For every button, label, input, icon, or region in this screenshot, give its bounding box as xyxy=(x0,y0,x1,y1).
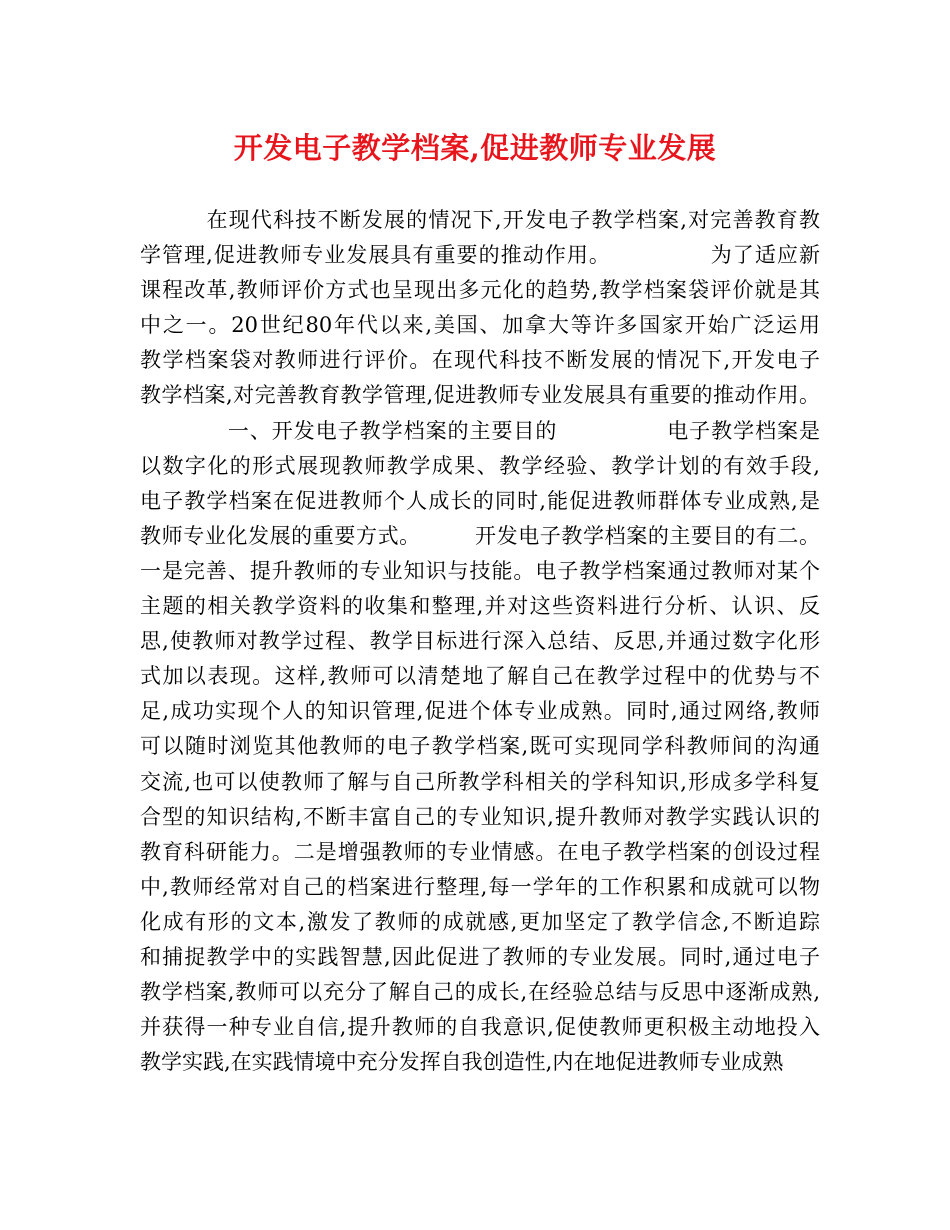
body-line: 教学档案,对完善教育教学管理,促进教师专业发展具有重要的推动作用。 xyxy=(140,383,820,408)
body-line: 教师专业化发展的重要方式。 开发电子教学档案的主要目的有二。 xyxy=(140,523,820,548)
body-line: 电子教学档案在促进教师个人成长的同时,能促进教师群体专业成熟,是 xyxy=(140,488,820,513)
body-line: 以数字化的形式展现教师教学成果、教学经验、教学计划的有效手段, xyxy=(140,453,820,478)
body-line: 教学档案,教师可以充分了解自己的成长,在经验总结与反思中逐渐成熟, xyxy=(140,980,820,1005)
body-line: 可以随时浏览其他教师的电子教学档案,既可实现同学科教师间的沟通 xyxy=(140,734,820,759)
document-body xyxy=(140,203,820,1080)
body-line: 教学档案袋对教师进行评价。在现代科技不断发展的情况下,开发电子 xyxy=(140,348,820,373)
body-line: 在现代科技不断发展的情况下,开发电子教学档案,对完善教育教 xyxy=(140,208,820,232)
body-line: 式加以表现。这样,教师可以清楚地了解自己在教学过程中的优势与不 xyxy=(140,664,820,689)
body-line: 化成有形的文本,激发了教师的成就感,更加坚定了教学信念,不断追踪 xyxy=(140,909,820,934)
body-line: 和捕捉教学中的实践智慧,因此促进了教师的专业发展。同时,通过电子 xyxy=(140,944,820,969)
body-line: 足,成功实现个人的知识管理,促进个体专业成熟。同时,通过网络,教师 xyxy=(140,699,820,724)
body-line: 中,教师经常对自己的档案进行整理,每一学年的工作积累和成就可以物 xyxy=(140,874,820,899)
body-line: 中之一。20世纪80年代以来,美国、加拿大等许多国家开始广泛运用 xyxy=(140,313,820,338)
body-line: 教学实践,在实践情境中充分发挥自我创造性,内在地促进教师专业成熟 xyxy=(140,1050,784,1075)
body-line: 交流,也可以使教师了解与自己所教学科相关的学科知识,形成多学科复 xyxy=(140,769,820,794)
body-line: 一、开发电子教学档案的主要目的 电子教学档案是 xyxy=(140,418,820,443)
body-line: 主题的相关教学资料的收集和整理,并对这些资料进行分析、认识、反 xyxy=(140,594,820,619)
body-line: 课程改革,教师评价方式也呈现出多元化的趋势,教学档案袋评价就是其 xyxy=(140,278,820,303)
body-line: 教育科研能力。二是增强教师的专业情感。在电子教学档案的创设过程 xyxy=(140,839,820,864)
body-line: 思,使教师对教学过程、教学目标进行深入总结、反思,并通过数字化形 xyxy=(140,629,820,654)
body-line: 合型的知识结构,不断丰富自己的专业知识,提升教师对教学实践认识的 xyxy=(140,804,820,829)
body-line: 一是完善、提升教师的专业知识与技能。电子教学档案通过教师对某个 xyxy=(140,558,820,583)
body-line: 并获得一种专业自信,提升教师的自我意识,促使教师更积极主动地投入 xyxy=(140,1015,820,1040)
document-title: 开发电子教学档案,促进教师专业发展 xyxy=(233,131,717,165)
body-line: 学管理,促进教师专业发展具有重要的推动作用。 为了适应新 xyxy=(140,243,820,268)
